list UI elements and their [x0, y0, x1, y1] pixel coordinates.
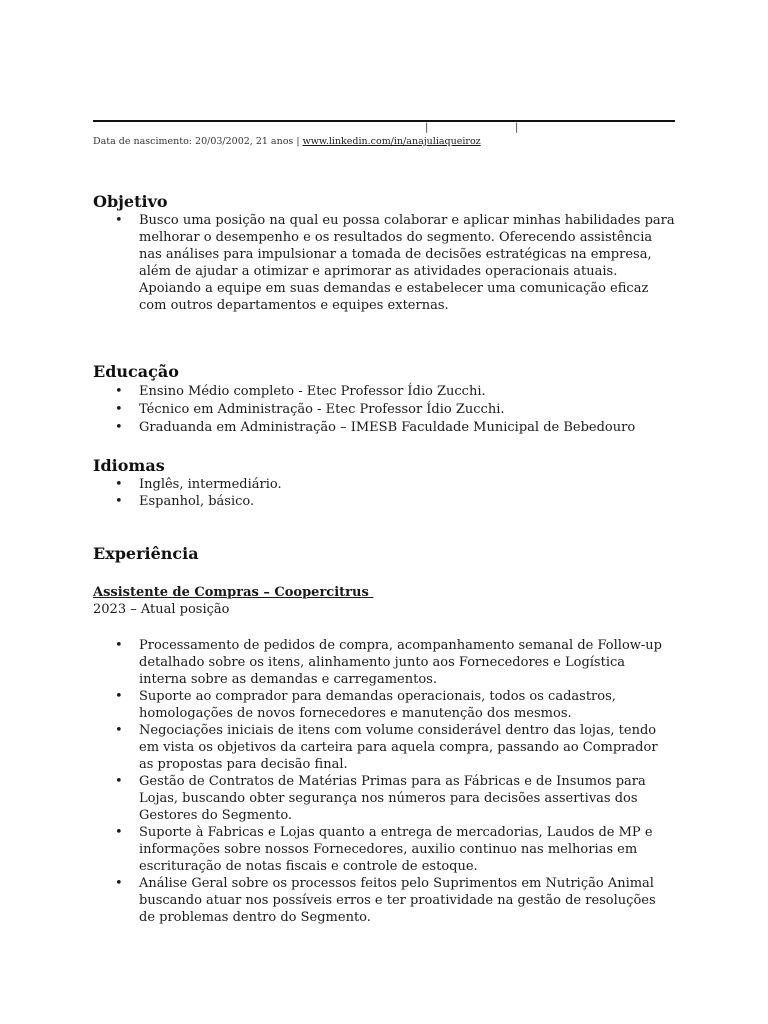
list-item: • Inglês, intermediário.	[139, 476, 675, 493]
header-separators	[93, 122, 675, 134]
contact-line	[93, 136, 481, 147]
section-title-experiencia: Experiência	[93, 544, 199, 563]
idiomas-list	[93, 476, 675, 510]
list-item: • Busco uma posição na qual eu possa colaborar e aplicar minhas habilidades para melhorar o desempenho e os resultados do segmento. Oferecendo assistência nas análises para impulsionar a tomada de decisões estratégicas na empresa, além de ajudar a otimizar e aprimorar as atividades operacionais atuais. Apoiando a equipe em suas demandas e estabelecer uma comunicação eficaz com outros departamentos e equipes externas.	[139, 212, 675, 314]
separator-mark: |	[515, 122, 519, 133]
separator-mark: |	[425, 122, 429, 133]
list-item: • Espanhol, básico.	[139, 493, 675, 510]
section-title-objetivo: Objetivo	[93, 192, 168, 211]
objetivo-list	[93, 212, 675, 314]
birth-date-text: Data de nascimento: 20/03/2002, 21 anos |	[93, 136, 303, 147]
list-item: • Negociações iniciais de itens com volume considerável dentro das lojas, tendo em vista os objetivos da carteira para aquela compra, passando ao Comprador as propostas para decisão final.	[139, 722, 675, 773]
section-title-idiomas: Idiomas	[93, 456, 165, 475]
list-item: • Suporte ao comprador para demandas operacionais, todos os cadastros, homologações de novos fornecedores e manutenção dos mesmos.	[139, 688, 675, 722]
job-period: 2023 – Atual posição	[93, 602, 230, 617]
job-title: Assistente de Compras – Coopercitrus	[93, 585, 374, 600]
list-item: • Suporte à Fabricas e Lojas quanto a entrega de mercadorias, Laudos de MP e informações sobre nossos Fornecedores, auxilio continuo nas melhorias em escrituração de notas fiscais e controle de estoque.	[139, 824, 675, 875]
list-item: • Análise Geral sobre os processos feitos pelo Suprimentos em Nutrição Animal buscando atuar nos possíveis erros e ter proatividade na gestão de resoluções de problemas dentro do Segmento.	[139, 875, 675, 926]
list-item: • Gestão de Contratos de Matérias Primas para as Fábricas e de Insumos para Lojas, buscando obter segurança nos números para decisões assertivas dos Gestores do Segmento.	[139, 773, 675, 824]
list-item: • Graduanda em Administração – IMESB Faculdade Municipal de Bebedouro	[139, 419, 675, 437]
list-item: • Processamento de pedidos de compra, acompanhamento semanal de Follow-up detalhado sobre os itens, alinhamento junto aos Fornecedores e Logística interna sobre as demandas e carregamentos.	[139, 637, 675, 688]
list-item: • Ensino Médio completo - Etec Professor Ídio Zucchi.	[139, 383, 675, 401]
experiencia-list	[93, 637, 675, 926]
list-item: • Técnico em Administração - Etec Professor Ídio Zucchi.	[139, 401, 675, 419]
linkedin-link[interactable]: www.linkedin.com/in/anajuliaqueiroz	[302, 136, 481, 147]
section-title-educacao: Educação	[93, 362, 179, 381]
educacao-list	[93, 383, 675, 437]
